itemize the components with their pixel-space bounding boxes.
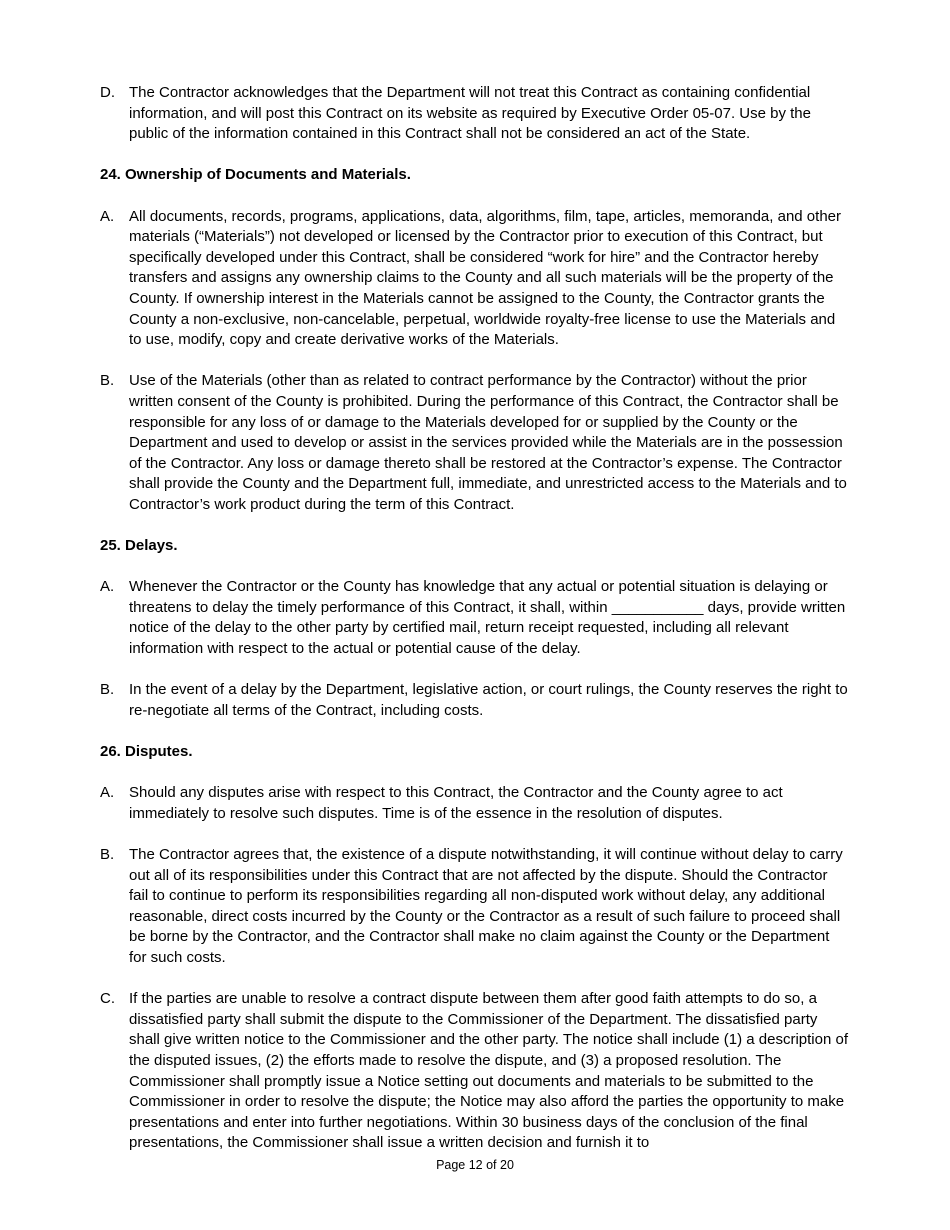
- clause-letter: B.: [100, 845, 115, 863]
- clause-text: Whenever the Contractor or the County has knowledge that any actual or potential situation is delaying or threatens to delay the timely performance of this Contract, it shall, within ___________ days, provide written notice of the delay to the other party by certified mail, return receipt requested, including all relevant information with respect to the actual or potential cause of the delay.: [129, 578, 846, 658]
- clause-letter: A.: [100, 207, 115, 225]
- clause-letter: B.: [100, 681, 115, 699]
- clause-letter: D.: [100, 84, 115, 101]
- section-heading-26: 26. Disputes.: [100, 743, 193, 760]
- clause-d-confidentiality: [100, 83, 850, 145]
- clause-26-a: [100, 783, 850, 824]
- clause-24-b: [100, 371, 850, 515]
- clause-26-c: [100, 989, 850, 1154]
- clause-text: In the event of a delay by the Department, legislative action, or court rulings, the County reserves the right to re-negotiate all terms of the Contract, including costs.: [129, 681, 848, 719]
- clause-24-a: [100, 207, 850, 351]
- clause-text: The Contractor acknowledges that the Department will not treat this Contract as containing confidential information, and will post this Contract on its website as required by Executive Order 05-07. Use by the public of the information contained in this Contract shall not be considered an act of the State.: [129, 84, 811, 143]
- clause-25-a: [100, 577, 850, 659]
- clause-text: All documents, records, programs, applications, data, algorithms, film, tape, articles, memoranda, and other materials (“Materials”) not developed or licensed by the Contractor prior to execution of this Contract, but specifically developed under this Contract, shall be considered “work for hire” and the Contractor hereby transfers and assigns any ownership claims to the County and all such materials will be the property of the County. If ownership interest in the Materials cannot be assigned to the County, the Contractor grants the County a non-exclusive, non-cancelable, perpetual, worldwide royalty-free license to use the Materials and to use, modify, copy and create derivative works of the Materials.: [129, 207, 841, 349]
- clause-text: If the parties are unable to resolve a contract dispute between them after good faith attempts to do so, a dissatisfied party shall submit the dispute to the Commissioner of the Department. The dissatisfied party shall give written notice to the Commissioner and the other party. The notice shall include (1) a description of the disputed issues, (2) the efforts made to resolve the dispute, and (3) a proposed resolution. The Commissioner shall promptly issue a Notice setting out documents and materials to be submitted to the Commissioner in order to resolve the dispute; the Notice may also afford the parties the opportunity to make presentations and enter into further negotiations. Within 30 business days of the conclusion of the final presentations, the Commissioner shall issue a written decision and furnish it to: [129, 990, 848, 1152]
- clause-letter: A.: [100, 784, 115, 802]
- clause-letter: A.: [100, 578, 115, 596]
- page-content: [100, 83, 850, 1174]
- clause-26-b: [100, 845, 850, 969]
- clause-25-b: [100, 680, 850, 721]
- page-number: Page 12 of 20: [436, 1158, 514, 1172]
- clause-text: Use of the Materials (other than as related to contract performance by the Contractor) without the prior written consent of the County is prohibited. During the performance of this Contract, the Contractor shall be responsible for any loss of or damage to the Materials developed for or supplied by the County or the Department and used to develop or assist in the services provided while the Materials are in the possession of the Contractor. Any loss or damage thereto shall be restored at the Contractor’s expense. The Contractor shall provide the County and the Department full, immediate, and unrestricted access to the Materials and to Contractor’s work product during the term of this Contract.: [129, 372, 847, 513]
- clause-text: Should any disputes arise with respect to this Contract, the Contractor and the County agree to act immediately to resolve such disputes. Time is of the essence in the resolution of disputes.: [129, 784, 783, 822]
- section-heading-25: 25. Delays.: [100, 537, 178, 555]
- clause-text: The Contractor agrees that, the existence of a dispute notwithstanding, it will continue without delay to carry out all of its responsibilities under this Contract that are not affected by the dispute. Should the Contractor fail to continue to perform its responsibilities regarding all non-disputed work without delay, any additional reasonable, direct costs incurred by the County or the Contractor as a result of such failure to proceed shall be borne by the Contractor, and the Contractor shall make no claim against the County or the Department for such costs.: [129, 845, 843, 966]
- clause-letter: B.: [100, 372, 115, 390]
- section-heading-24: 24. Ownership of Documents and Materials.: [100, 166, 411, 184]
- clause-letter: C.: [100, 990, 115, 1008]
